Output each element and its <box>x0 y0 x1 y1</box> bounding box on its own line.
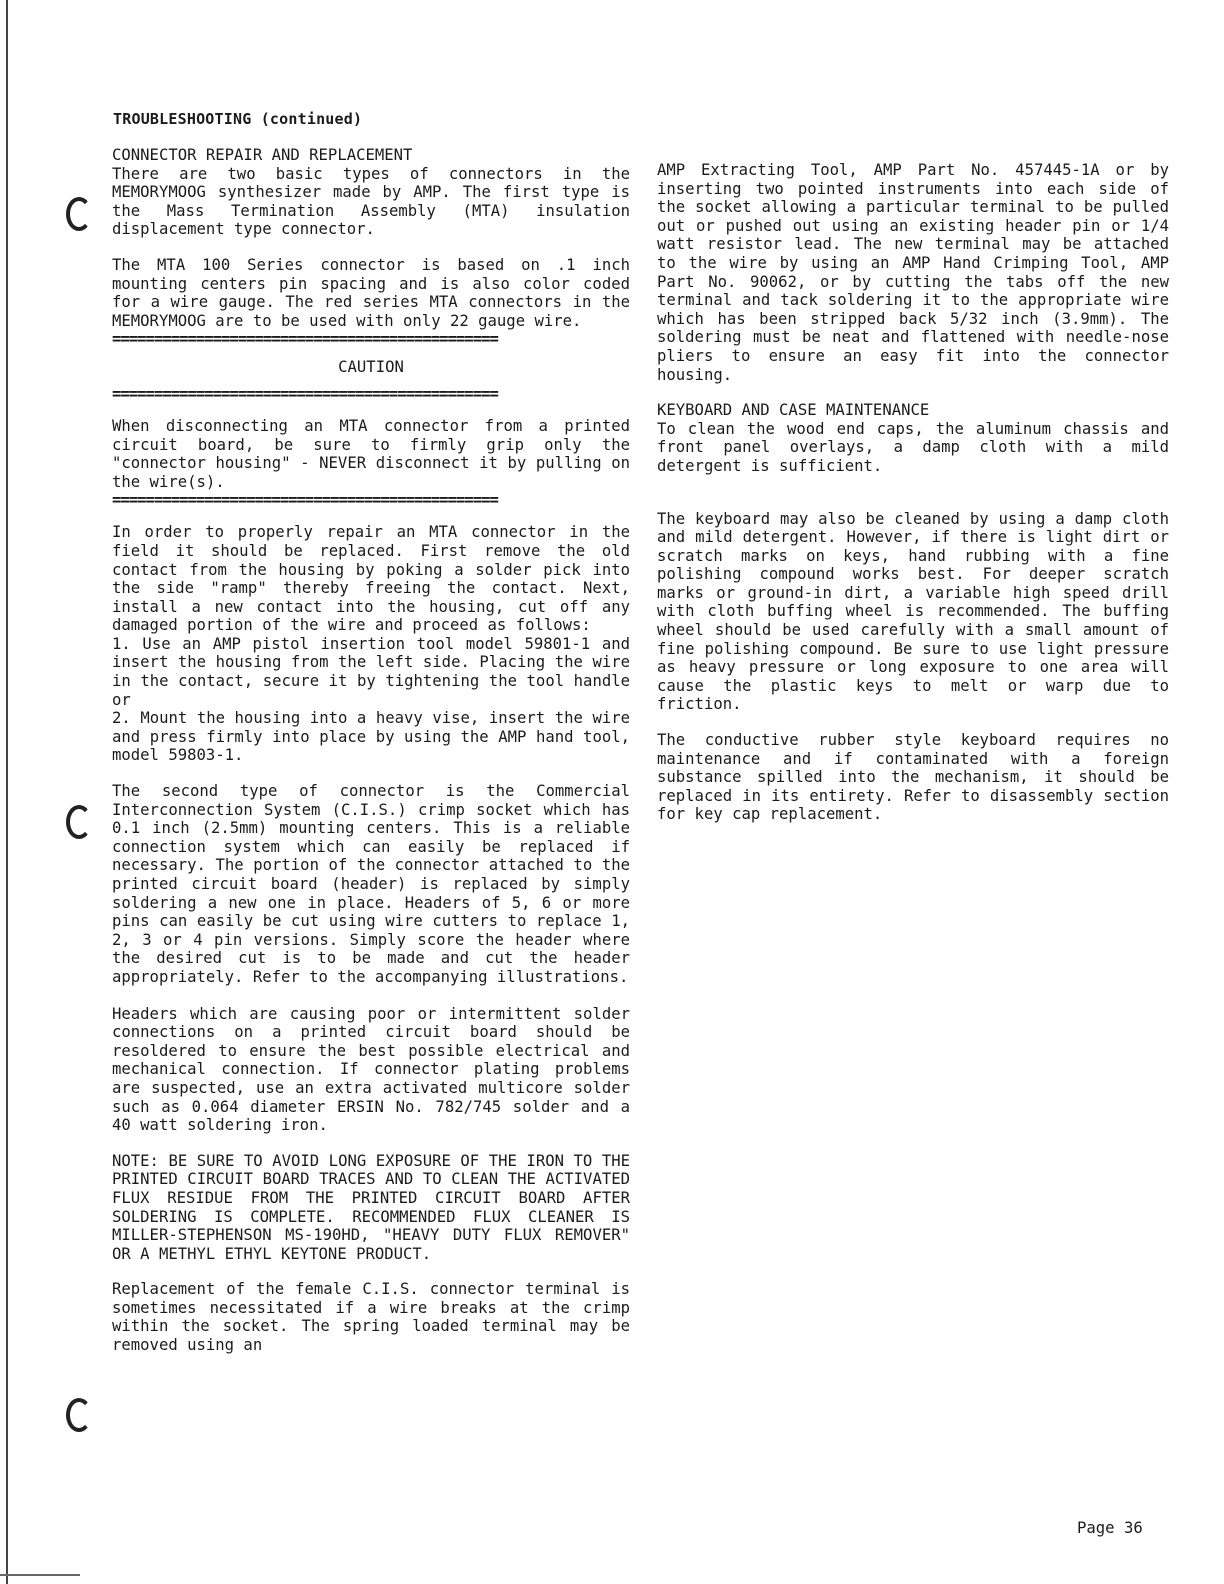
paragraph-mta-repair: In order to properly repair an MTA connector in the field it should be replaced. First remove the old contact from the housing by poking a solder pick into the side "ramp" thereby freeing the contact. Next, install a new contact into the housing, cut off any damaged portion of the wire and proceed as follows: <box>112 523 630 635</box>
page-number: Page 36 <box>1077 1519 1143 1537</box>
repair-step-2: 2. Mount the housing into a heavy vise, insert the wire and press firmly into place by using the AMP hand tool, model 59803-1. <box>112 709 630 765</box>
repair-step-1: 1. Use an AMP pistol insertion tool model 59801-1 and insert the housing from the left side. Placing the wire in the contact, secure it by tightening the tool handle or <box>112 634 630 709</box>
paragraph-cleaning-case: To clean the wood end caps, the aluminum chassis and front panel overlays, a damp cloth with a mild detergent is sufficient. <box>657 419 1169 475</box>
paragraph-female-cis-replacement: Replacement of the female C.I.S. connector terminal is sometimes necessitated if a wire breaks at the crimp within the socket. The spring loaded terminal may be removed using an <box>112 1280 630 1355</box>
page-header: TROUBLESHOOTING (continued) <box>113 110 363 128</box>
paragraph-extracting-tool: AMP Extracting Tool, AMP Part No. 457445-1A or by inserting two pointed instruments into each side of the socket allowing a particular terminal to be pulled out or pushed out using an existing header pin or 1/4 watt resistor lead. The new terminal may be attached to the wire by using an AMP Hand Crimping Tool, AMP Part No. 90062, or by cutting the tabs off the new terminal and tack soldering it to the appropriate wire which has been stripped back 5/32 inch (3.9mm). The soldering must be neat and flattened with needle-nose pliers to ensure an easy fit into the connector housing. <box>657 161 1169 384</box>
section-heading-connector-repair: CONNECTOR REPAIR AND REPLACEMENT <box>112 146 413 164</box>
paragraph-cis-connector: The second type of connector is the Commercial Interconnection System (C.I.S.) crimp socket which has 0.1 inch (2.5mm) mounting centers. This is a reliable connection system which can easily be replaced if necessary. The portion of the connector attached to the printed circuit board (header) is replaced by simply soldering a new one in place. Headers of 5, 6 or more pins can easily be cut using wire cutters to replace 1, 2, 3 or 4 pin versions. Simply score the header where the desired cut is to be made and cut the header appropriately. Refer to the accompanying illustrations. <box>112 782 630 986</box>
caution-rule-middle: ============================================== <box>112 384 498 403</box>
caution-title: CAUTION <box>338 358 404 377</box>
binder-hole-mark <box>66 805 92 839</box>
page-edge-line <box>6 0 8 1584</box>
caution-rule-top: ============================================== <box>112 330 498 349</box>
binder-hole-mark <box>66 1398 92 1432</box>
paragraph-cleaning-keyboard: The keyboard may also be cleaned by using a damp cloth and mild detergent. However, if there is light dirt or scratch marks on keys, hand rubbing with a fine polishing compound works best. For deeper scratch marks or ground-in dirt, a variable high speed drill with cloth buffing wheel is recommended. The buffing wheel should be used carefully with a small amount of fine polishing compound. Be sure to use light pressure as heavy pressure or long exposure to one area will cause the plastic keys to melt or warp due to friction. <box>657 509 1169 714</box>
page-edge-line-bottom <box>0 1574 80 1576</box>
note-flux-cleaning: NOTE: BE SURE TO AVOID LONG EXPOSURE OF THE IRON TO THE PRINTED CIRCUIT BOARD TRACES AND TO CLEAN THE ACTIVATED FLUX RESIDUE FROM THE PRINTED CIRCUIT BOARD AFTER SOLDERING IS COMPLETE. RECOMMENDED FLUX CLEANER IS MILLER-STEPHENSON MS-190HD, "HEAVY DUTY FLUX REMOVER" OR A METHYL ETHYL KEYTONE PRODUCT. <box>112 1151 630 1263</box>
repair-steps-list <box>112 635 630 765</box>
paragraph-rubber-keyboard: The conductive rubber style keyboard requires no maintenance and if contaminated with a foreign substance spilled into the mechanism, it should be replaced in its entirety. Refer to disassembly section for key cap replacement. <box>657 731 1169 824</box>
left-column <box>112 146 630 1355</box>
paragraph-mta-series: The MTA 100 Series connector is based on .1 inch mounting centers pin spacing and is also color coded for a wire gauge. The red series MTA connectors in the MEMORYMOOG are to be used with only 22 gauge wire. <box>112 255 630 330</box>
section-heading-keyboard-maintenance: KEYBOARD AND CASE MAINTENANCE <box>657 401 930 420</box>
right-column <box>657 161 1169 841</box>
caution-text: When disconnecting an MTA connector from a printed circuit board, be sure to firmly grip only the "connector housing" - NEVER disconnect it by pulling on the wire(s). <box>112 416 630 491</box>
paragraph-connector-types: There are two basic types of connectors in the MEMORYMOOG synthesizer made by AMP. The first type is the Mass Termination Assembly (MTA) insulation displacement type connector. <box>112 164 630 239</box>
paragraph-headers-resolder: Headers which are causing poor or intermittent solder connections on a printed circuit board should be resoldered to ensure the best possible electrical and mechanical connection. If connector plating problems are suspected, use an extra activated multicore solder such as 0.064 diameter ERSIN No. 782/745 solder and a 40 watt soldering iron. <box>112 1004 630 1135</box>
binder-hole-mark <box>66 197 92 231</box>
caution-rule-bottom: ============================================== <box>112 491 498 510</box>
